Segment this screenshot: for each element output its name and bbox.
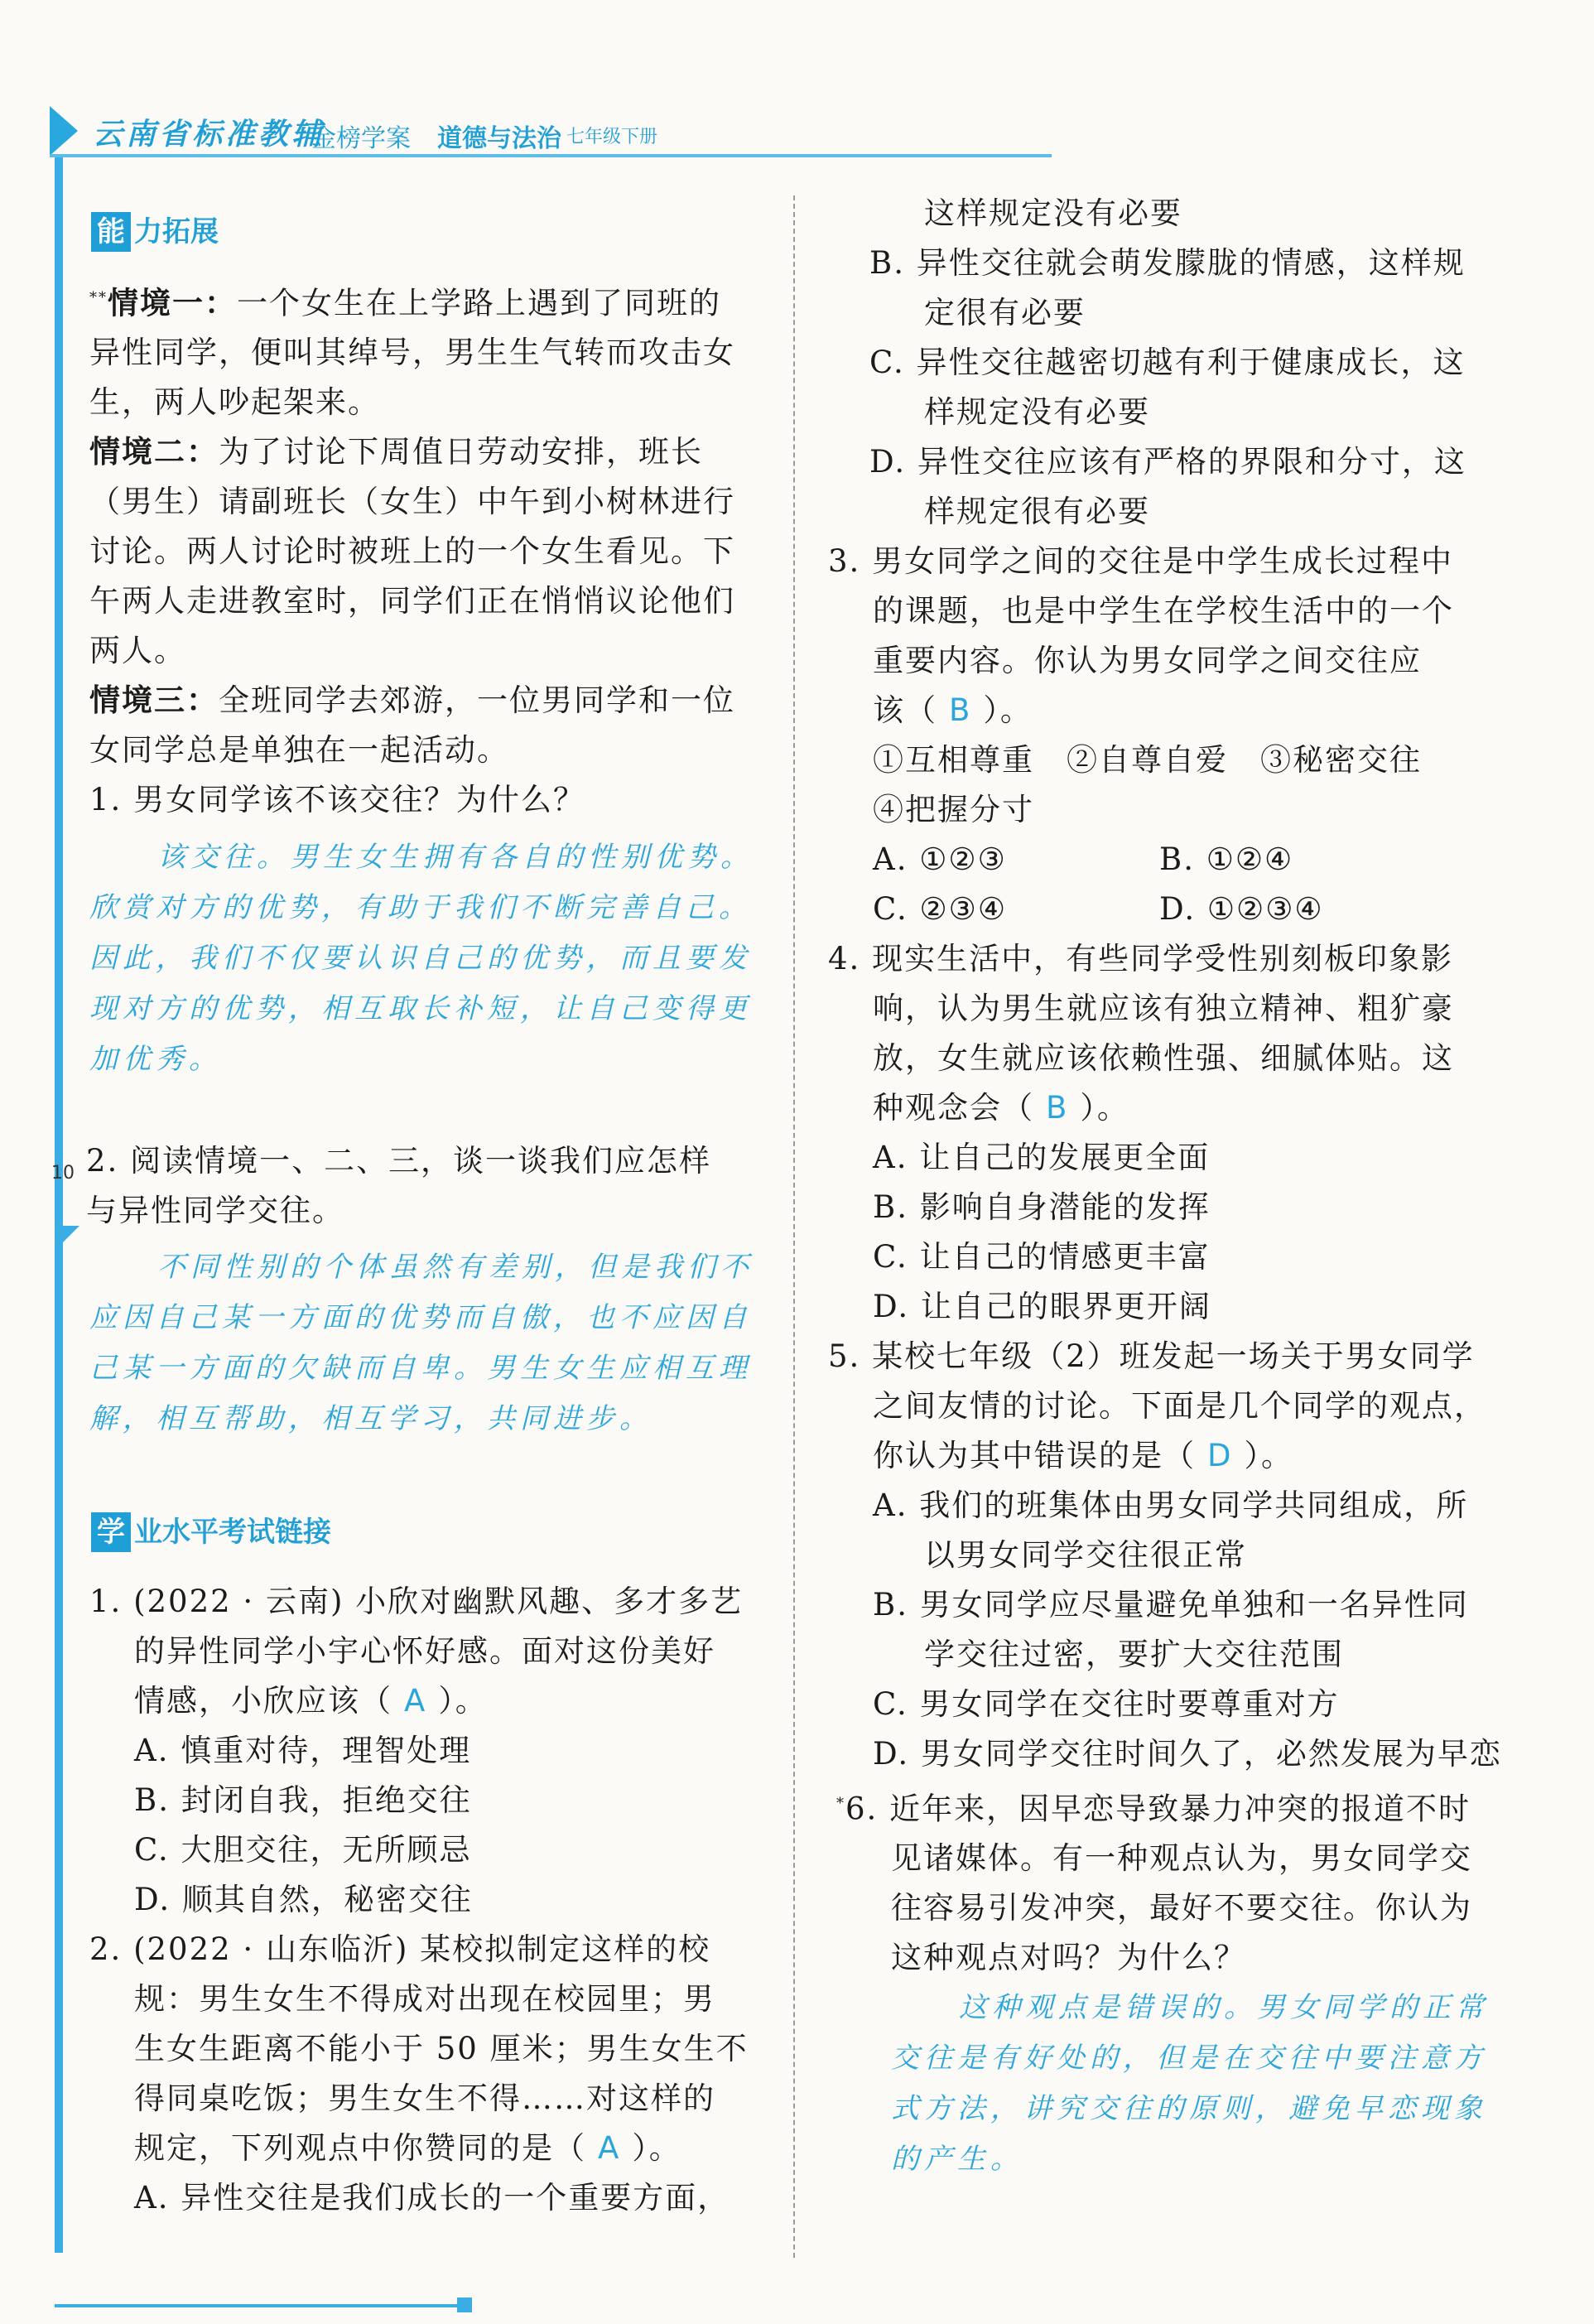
text-line: 这种观点对吗？为什么？ [891,1940,1246,1976]
option: 定很有必要 [924,295,1086,330]
answer-choice: B [949,692,972,728]
column-divider [793,195,795,2258]
question-star: * [836,1795,845,1812]
text-line: 响，认为男生就应该有独立精神、粗犷豪 [873,991,1454,1026]
answer-choice: D [1207,1438,1233,1473]
text-line: 一个女生在上学路上遇到了同班的 [237,285,721,321]
text-line: 2. 阅读情境一、二、三，谈一谈我们应怎样 [86,1143,712,1179]
text-line: 全班同学去郊游，一位男同学和一位 [219,682,735,719]
text-line: ）。 [1080,1090,1129,1126]
answer-line: 交往是有好处的，但是在交往中要注意方 [891,2042,1487,2075]
option: D. 异性交往应该有严格的界限和分寸，这 [869,444,1466,480]
exam-question-3 [828,537,1454,934]
text-line: 为了讨论下周值日劳动安排，班长 [219,434,703,470]
option: 样规定很有必要 [924,494,1150,529]
answer-line: 的产生。 [891,2143,1023,2176]
text-line: 异性同学，便叫其绰号，男生生气转而攻击女 [89,335,735,371]
scene-star: ** [89,289,108,306]
option: D. 让自己的眼界更开阔 [873,1289,1211,1324]
option: B. 封闭自我，拒绝交往 [134,1782,472,1818]
option: B. 异性交往就会萌发朦胧的情感，这样规 [869,245,1466,281]
scene-label: 情境一： [108,285,237,321]
exam-question-4 [828,934,1454,1332]
option: B. 影响自身潜能的发挥 [873,1189,1211,1225]
text-line: 两人。 [89,633,186,669]
brand-title: 云南省标准教辅 [93,118,325,152]
text-line: 的异性同学小宇心怀好感。面对这份美好 [134,1633,715,1669]
option: D. 男女同学交往时间久了，必然发展为早恋 [873,1736,1502,1772]
answer-line: 应因自己某一方面的优势而自傲，也不应因自 [89,1301,752,1334]
grade-name: 七年级下册 [566,127,658,147]
page-number: 10 [51,1163,75,1184]
option: 以男女同学交往很正常 [924,1537,1247,1573]
exam-question-5 [828,1332,1502,1779]
option: 这样规定没有必要 [924,195,1182,231]
section-badge: 学 [91,1512,131,1552]
text-line: 你认为其中错误的是（ [873,1438,1196,1473]
text-line: 得同桌吃饭；男生女生不得……对这样的 [134,2081,715,2116]
option: A. ①②③ [873,841,1007,877]
exam-question-2-cont [828,189,1466,537]
option: B. 男女同学应尽量避免单独和一名异性同 [873,1587,1469,1622]
text-line: ）。 [983,692,1033,728]
section-title: 力拓展 [134,215,219,248]
text-line: ）。 [1244,1438,1293,1473]
answer-choice: A [598,2130,621,2166]
answer-6 [891,1983,1489,2185]
answer-line: 欣赏对方的优势，有助于我们不断完善自己。 [89,891,752,924]
text-line: ）。 [632,2130,681,2166]
answer-line: 因此，我们不仅要认识自己的优势，而且要发 [89,942,752,975]
section-title: 业水平考试链接 [134,1516,331,1549]
text-line: 与异性同学交往。 [86,1193,344,1228]
text-line: 1. (2022 · 云南) 小欣对幽默风趣、多才多艺 [89,1584,744,1619]
text-line: 3. 男女同学之间的交往是中学生成长过程中 [828,543,1454,579]
text-line: 规：男生女生不得成对出现在校园里；男 [134,1981,715,2017]
question-1: 1. 男女同学该不该交往？为什么？ [89,782,586,818]
option: 学交往过密，要扩大交往范围 [924,1637,1344,1672]
text-line: 的课题，也是中学生在学校生活中的一个 [873,593,1454,629]
option: A. 慎重对待，理智处理 [134,1733,472,1768]
answer-line: 该交往。男生女生拥有各自的性别优势。 [157,841,754,874]
series-name: 金榜学案 [311,124,411,153]
answer-line: 加优秀。 [89,1043,222,1076]
section-ability [91,209,219,252]
text-line: 生，两人吵起架来。 [89,384,380,421]
text-line: 种观念会（ [873,1090,1034,1126]
option: A. 让自己的发展更全面 [873,1140,1211,1175]
option: A. 异性交往是我们成长的一个重要方面， [134,2180,730,2216]
scene-1 [89,273,735,825]
statement-list: ④把握分寸 [873,792,1034,827]
left-rule-notch [55,1226,79,1251]
page-header [50,106,1052,161]
subject-name: 道德与法治 [437,124,561,153]
answer-choice: A [404,1683,427,1719]
answer-line: 不同性别的个体虽然有差别，但是我们不 [157,1251,754,1284]
answer-line: 式方法，讲究交往的原则，避免早恋现象 [891,2092,1487,2125]
answer-line: 己某一方面的欠缺而自卑。男生女生应相互理 [89,1352,752,1385]
scene-label: 情境三： [89,682,219,719]
answer-line: 解，相互帮助，相互学习，共同进步。 [89,1402,653,1435]
answer-1 [89,832,754,1085]
answer-line: 这种观点是错误的。男女同学的正常 [959,1991,1489,2024]
option: D. ①②③④ [1159,891,1324,927]
bottom-rule [55,2304,465,2307]
text-line: 情感，小欣应该（ [134,1683,392,1719]
statement-list: ①互相尊重 ②自尊自爱 ③秘密交往 [873,742,1422,778]
text-line: 往容易引发冲突，最好不要交往。你认为 [891,1890,1472,1926]
section-badge: 能 [91,212,131,252]
option: 样规定没有必要 [924,394,1150,430]
answer-line: 现对方的优势，相互取长补短，让自己变得更 [89,992,752,1025]
header-notch [50,106,78,156]
header-rule [50,154,1052,157]
text-line: 该（ [873,692,937,728]
text-line: 规定，下列观点中你赞同的是（ [134,2130,586,2166]
option: B. ①②④ [1159,841,1294,877]
text-line: ）。 [438,1683,488,1719]
option: C. ②③④ [873,891,1008,927]
option: C. 让自己的情感更丰富 [873,1239,1211,1275]
left-rule [55,157,63,2253]
text-line: 生女生距离不能小于 50 厘米；男生女生不 [134,2031,749,2066]
text-line: 女同学总是单独在一起活动。 [89,732,509,769]
text-line: 之间友情的讨论。下面是几个同学的观点， [873,1388,1486,1424]
answer-2 [89,1242,754,1444]
exam-question-2 [89,1925,749,2223]
option: C. 大胆交往，无所顾忌 [134,1832,472,1868]
option: C. 异性交往越密切越有利于健康成长，这 [869,345,1466,380]
text-line: 6. 近年来，因早恋导致暴力冲突的报道不时 [845,1791,1471,1827]
text-line: 放，女生就应该依赖性强、细腻体贴。这 [873,1040,1454,1076]
text-line: 4. 现实生活中，有些同学受性别刻板印象影 [828,941,1454,976]
text-line: （男生）请副班长（女生）中午到小树林进行 [89,484,735,520]
exam-question-6 [836,1779,1472,1983]
text-line: 重要内容。你认为男女同学之间交往应 [873,643,1422,678]
option: D. 顺其自然，秘密交往 [134,1882,473,1917]
scene-label: 情境二： [89,434,219,470]
text-line: 见诸媒体。有一种观点认为，男女同学交 [891,1840,1472,1877]
option: A. 我们的班集体由男女同学共同组成，所 [873,1487,1469,1523]
text-line: 午两人走进教室时，同学们正在悄悄议论他们 [89,583,735,620]
bottom-square [457,2297,472,2312]
exam-question-1 [89,1577,743,1925]
option: C. 男女同学在交往时要尊重对方 [873,1686,1340,1722]
text-line: 2. (2022 · 山东临沂) 某校拟制定这样的校 [89,1931,711,1967]
text-line: 5. 某校七年级（2）班发起一场关于男女同学 [828,1338,1475,1374]
answer-choice: B [1046,1090,1069,1126]
text-line: 讨论。两人讨论时被班上的一个女生看见。下 [89,533,735,570]
section-exam [91,1509,331,1552]
question-2 [86,1136,711,1236]
